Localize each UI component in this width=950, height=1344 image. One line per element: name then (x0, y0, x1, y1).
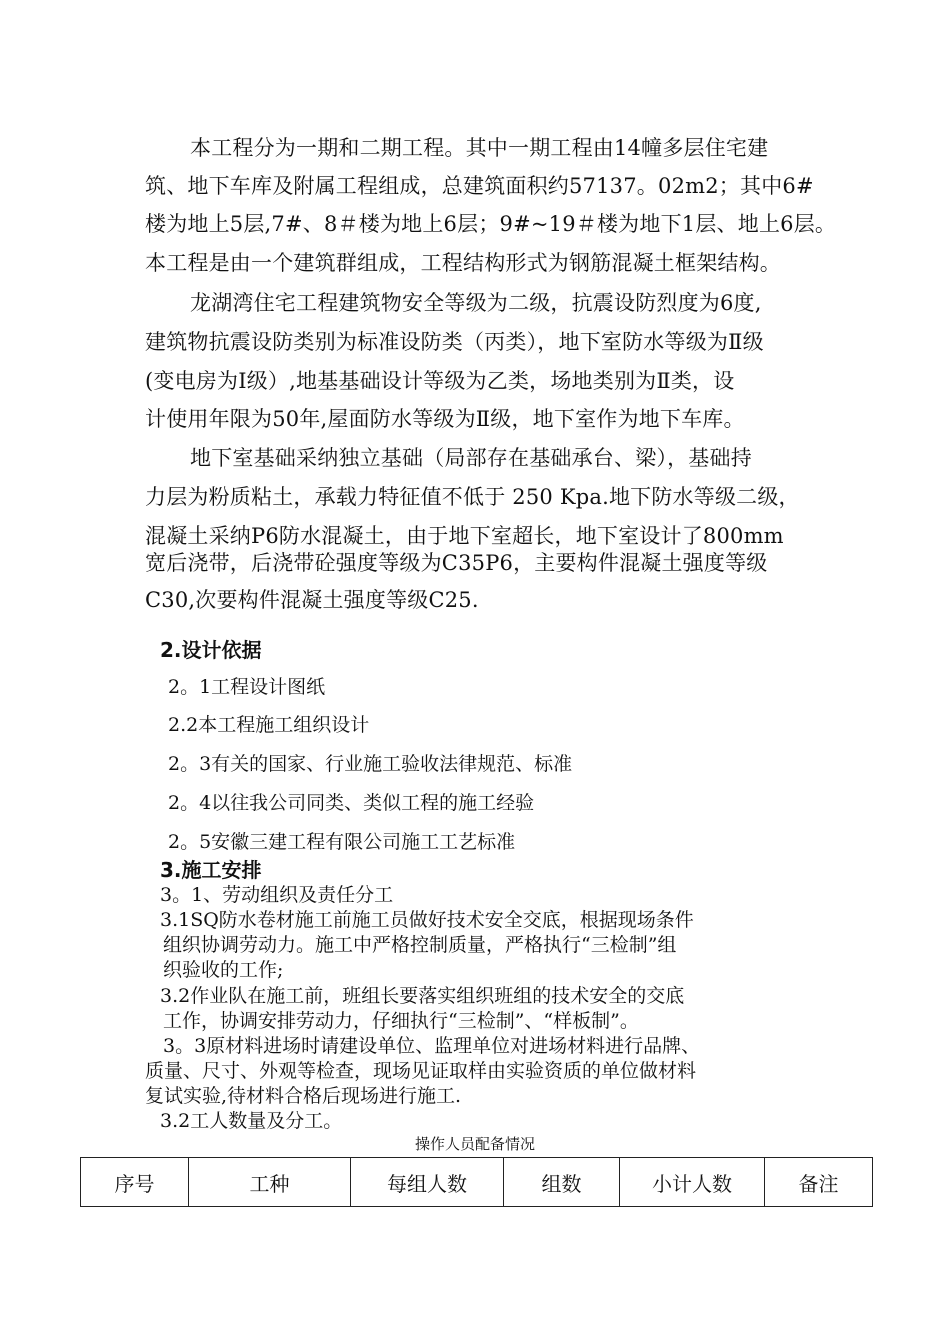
para1-line4: 本工程是由一个建筑群组成，工程结构形式为钢筋混凝土框架结构。 (145, 251, 781, 275)
section3-line: 质量、尺寸、外观等检查，现场见证取样由实验资质的单位做材料 (145, 1060, 697, 1082)
header-cell-subtotal: 小计人数 (620, 1158, 765, 1207)
table-header-row (81, 1158, 873, 1207)
header-cell-per-group: 每组人数 (351, 1158, 504, 1207)
para3-line1: 地下室基础采纳独立基础（局部存在基础承台、梁），基础持 (190, 446, 752, 470)
para3-line2: 力层为粉质粘土，承载力特征值不低于 250 Kpa.地下防水等级二级， (145, 485, 800, 509)
para1-line3: 楼为地上5层,7#、8＃楼为地上6层；9#~19＃楼为地下1层、地上6层。 (145, 212, 837, 236)
header-cell-trade: 工种 (189, 1158, 351, 1207)
section3-line: 3。3原材料进场时请建设单位、监理单位对进场材料进行品牌、 (163, 1035, 701, 1057)
section3-line: 3.2工人数量及分工。 (160, 1110, 343, 1132)
para3-line4: 宽后浇带，后浇带砼强度等级为C35P6，主要构件混凝土强度等级 (145, 551, 768, 575)
header-cell-groups: 组数 (504, 1158, 620, 1207)
section2-item: 2。3有关的国家、行业施工验收法律规范、标准 (168, 753, 573, 775)
section3-line: 复试实验,待材料合格后现场进行施工. (145, 1085, 462, 1107)
section3-line: 工作，协调安排劳动力，仔细执行“三检制”、“样板制”。 (163, 1010, 639, 1032)
header-cell-remarks: 备注 (765, 1158, 873, 1207)
para3-line3: 混凝土采纳P6防水混凝土，由于地下室超长，地下室设计了800mm (145, 524, 784, 548)
section3-line: 3.1SQ防水卷材施工前施工员做好技术安全交底，根据现场条件 (160, 909, 694, 931)
para2-line3: (变电房为Ⅰ级）,地基基础设计等级为乙类，场地类别为Ⅱ类，设 (145, 369, 735, 393)
section3-heading: 3.施工安排 (160, 858, 262, 882)
section2-item: 2。4以往我公司同类、类似工程的施工经验 (168, 792, 535, 814)
para2-line1: 龙湖湾住宅工程建筑物安全等级为二级，抗震设防烈度为6度, (190, 291, 762, 315)
para2-line4: 计使用年限为50年,屋面防水等级为Ⅱ级，地下室作为地下车库。 (145, 407, 745, 431)
section2-item: 2.2本工程施工组织设计 (168, 714, 370, 736)
para2-line2: 建筑物抗震设防类别为标准设防类（丙类），地下室防水等级为Ⅱ级 (145, 330, 764, 354)
section2-heading: 2.设计依据 (160, 638, 262, 662)
section3-line: 3。1、劳动组织及责任分工 (160, 884, 394, 906)
section3-line: 织验收的工作; (163, 959, 284, 981)
table-caption: 操作人员配备情况 (414, 1135, 535, 1153)
section3-line: 3.2作业队在施工前，班组长要落实组织班组的技术安全的交底 (160, 985, 685, 1007)
section3-line: 组织协调劳动力。施工中严格控制质量，严格执行“三检制”组 (163, 934, 677, 956)
para1-line2: 筑、地下车库及附属工程组成，总建筑面积约57137。02m2；其中6# (145, 174, 814, 198)
staff-table (80, 1157, 873, 1207)
para1-line1: 本工程分为一期和二期工程。其中一期工程由14幢多层住宅建 (190, 136, 769, 160)
header-cell-index: 序号 (81, 1158, 189, 1207)
section2-item: 2。1工程设计图纸 (168, 676, 326, 698)
para3-line5: C30,次要构件混凝土强度等级C25. (145, 588, 479, 612)
section2-item: 2。5安徽三建工程有限公司施工工艺标准 (168, 831, 516, 853)
